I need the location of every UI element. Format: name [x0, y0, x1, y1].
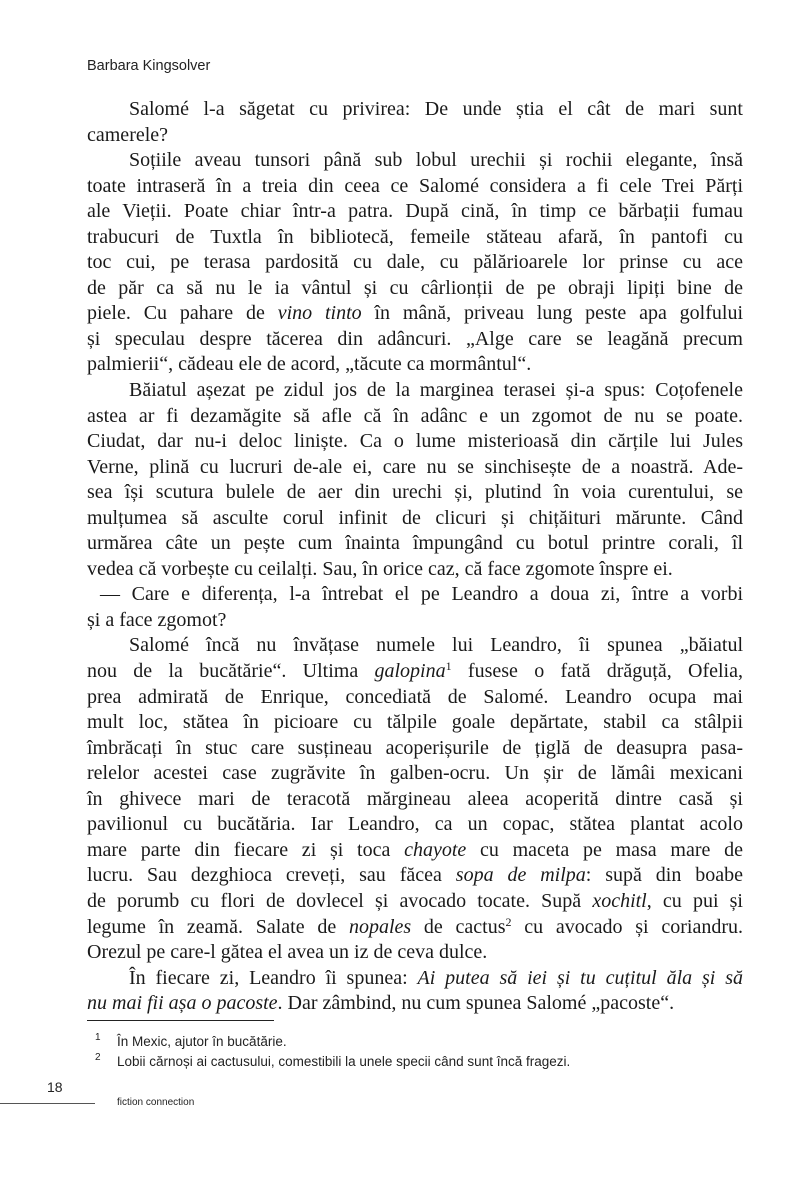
text-line: În fiecare zi, Leandro îi spunea: Ai putea să iei și tu cuțitul ăla și să — [129, 966, 743, 989]
text-line: vedea că vorbește cu ceilalți. Sau, în orice caz, că face zgomote înspre ei. — [87, 557, 673, 580]
text-line: astea ar fi dezamăgite să afle că în adânc e un zgomot de nu se poate. — [87, 404, 743, 427]
text-line: Salomé l-a săgetat cu privirea: De unde știa el cât de mari sunt — [129, 98, 743, 120]
text-line: piele. Cu pahare de vino tinto în mână, priveau lung peste apa golfului — [87, 302, 743, 325]
italic-term: xochitl — [592, 889, 647, 912]
italic-term: vino tinto — [277, 302, 362, 325]
text-line: camerele? — [87, 123, 169, 146]
imprint-label: fiction connection — [117, 1097, 195, 1108]
footnote-divider — [87, 1020, 274, 1021]
footnote-text: Lobii cărnoși ai cactusului, comestibili la unele specii când sunt încă fragezi. — [117, 1054, 571, 1069]
text-line: urmărea câte un pește cum înainta împungând cu botul printre corali, îl — [87, 532, 743, 555]
text-line: legume în zeamă. Salate de nopales de cactus$^2$ cu avocado și coriandru. — [87, 914, 743, 938]
text-line: mare parte din fiecare zi și toca chayote cu maceta pe masa mare de — [87, 838, 743, 861]
text-line: trabucuri de Tuxtla în bibliotecă, femeile stăteau afară, în pantofi cu — [87, 225, 743, 248]
footnote-number: 2 — [95, 1052, 101, 1063]
italic-term: nopales — [348, 915, 412, 938]
footnote-text: În Mexic, ajutor în bucătărie. — [117, 1034, 287, 1049]
footer-rule — [0, 1103, 95, 1104]
text-line: toc cui, pe terasa pardosită cu dale, cu pălărioarele lor prinse cu ace — [87, 251, 743, 274]
text-line: Orezul pe care-l gătea el avea un iz de ceva dulce. — [87, 941, 488, 964]
text-line: sea își scutura bulele de aer din urechi și, plutind în voia curentului, se — [87, 481, 743, 504]
text-line: îmbrăcați în stuc care susțineau acoperișurile de țiglă de deasupra pasa- — [87, 736, 743, 759]
text-line: Salomé încă nu învățase numele lui Leandro, îi spunea „băiatul — [129, 634, 743, 657]
italic-term: Ai putea să iei și tu cuțitul ăla și să — [417, 966, 743, 989]
text-line: Băiatul așezat pe zidul jos de la marginea terasei și-a spus: Coțofenele — [129, 379, 743, 402]
body-text — [87, 97, 743, 1017]
text-line: prea admirată de Enrique, concediată de Salomé. Leandro ocupa mai — [87, 685, 743, 708]
text-line: Ciudat, dar nu-i deloc liniște. Ca o lume misterioasă din cărțile lui Jules — [87, 430, 743, 453]
text-line: toate intraseră în a treia din ceea ce Salomé considera a fi cele Trei Părți — [87, 174, 743, 197]
text-line: — Care e diferența, l-a întrebat el pe Leandro a doua zi, între a vorbi — [100, 583, 743, 606]
text-line: de porumb cu flori de dovlecel și avocado tocate. Supă xochitl, cu pui și — [87, 889, 743, 912]
text-line: Verne, plină cu lucruri de-ale ei, care nu se sinchisește de a noastră. Ade- — [87, 455, 743, 478]
text-line: în ghivece mari de teracotă mărgineau aleea acoperită dintre casă și — [87, 787, 743, 810]
italic-term: nu mai fii așa o pacoste — [87, 992, 278, 1015]
text-line: Soțiile aveau tunsori până sub lobul urechii și rochii elegante, însă — [129, 149, 743, 172]
italic-term: galopina — [374, 660, 446, 683]
text-line: de păr ca să nu le ia vântul și cu cârlionții de pe obraji lipiți bine de — [87, 276, 743, 299]
text-line: nu mai fii așa o pacoste. Dar zâmbind, nu cum spunea Salomé „pacoste“. — [87, 992, 675, 1015]
footnote-ref: 1 — [445, 659, 452, 674]
text-line: și speculau despre tăcerea din adâncuri. „Alge care se leagănă precum — [87, 327, 743, 350]
text-line: mulțumea să asculte corul infinit de clicuri și chițăituri mărunte. Când — [87, 506, 743, 529]
text-line: nou de la bucătărie“. Ultima galopina$^1$ fusese o fată drăguță, Ofelia, — [87, 659, 743, 683]
page-number: 18 — [47, 1079, 63, 1095]
text-line: lucru. Sau dezghioca creveți, sau făcea sopa de milpa: supă din boabe — [87, 864, 744, 887]
italic-term: sopa de milpa — [455, 864, 586, 887]
text-line: și a face zgomot? — [87, 608, 227, 631]
text-line: relelor acestei case zugrăvite în galben-ocru. Un șir de lămâi mexicani — [87, 762, 743, 785]
italic-term: chayote — [404, 838, 467, 861]
text-line: ale Vieții. Poate chiar într-a patra. După cină, în timp ce bărbații fumau — [87, 200, 743, 223]
text-line: pavilionul cu bucătăria. Iar Leandro, ca un copac, stătea plantat acolo — [87, 813, 743, 836]
footnote-ref: 2 — [505, 914, 512, 929]
running-head-author: Barbara Kingsolver — [87, 58, 211, 74]
text-line: mult loc, stătea în picioare cu tălpile goale depărtate, stabil ca stâlpii — [87, 711, 743, 734]
footnote-number: 1 — [95, 1032, 101, 1043]
text-line: palmierii“, cădeau ele de acord, „tăcute ca mormântul“. — [87, 353, 532, 376]
